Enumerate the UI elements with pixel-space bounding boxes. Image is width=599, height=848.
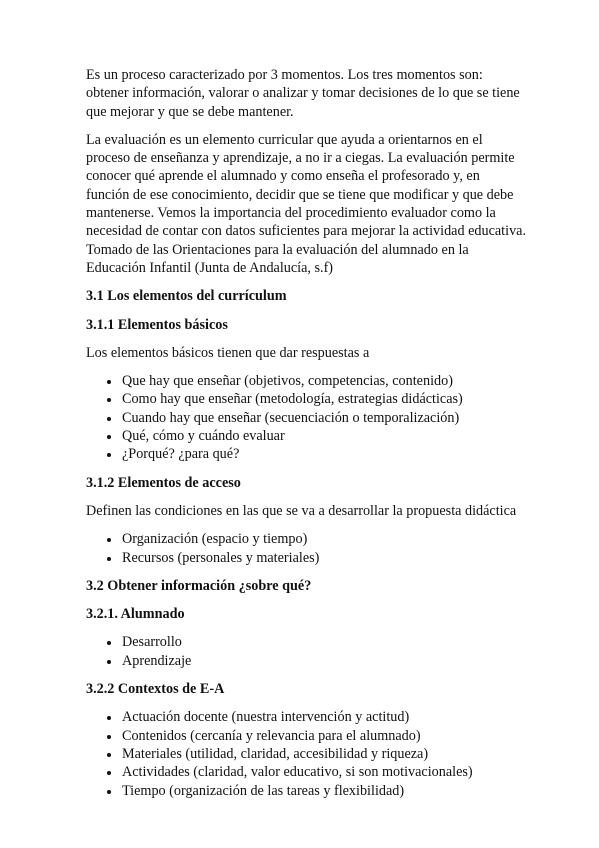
- list-item: • Que hay que enseñar (objetivos, competencias, contenido): [121, 372, 526, 390]
- list-item: • Materiales (utilidad, claridad, accesibilidad y riqueza): [121, 745, 526, 763]
- students-list: [86, 633, 526, 670]
- list-item: • Recursos (personales y materiales): [121, 549, 526, 567]
- list-item: • Contenidos (cercanía y relevancia para el alumnado): [121, 727, 526, 745]
- intro-paragraph: Es un proceso caracterizado por 3 momentos. Los tres momentos son: obtener información, valorar o analizar y tomar decisiones de lo que se tiene que mejorar y que se debe mantener.: [86, 67, 520, 120]
- page-content: [86, 66, 526, 810]
- section-heading-3-1: 3.1 Los elementos del currículum: [86, 288, 287, 305]
- list-item: • Cuando hay que enseñar (secuenciación o temporalización): [121, 409, 526, 427]
- list-item: • Actividades (claridad, valor educativo, si son motivacionales): [121, 763, 526, 781]
- section-heading-3-1-1: 3.1.1 Elementos básicos: [86, 316, 228, 333]
- access-elements-paragraph: Definen las condiciones en las que se va a desarrollar la propuesta didáctica: [86, 502, 517, 519]
- section-heading-3-1-2: 3.1.2 Elementos de acceso: [86, 474, 241, 491]
- list-item: • Actuación docente (nuestra intervención y actitud): [121, 708, 526, 726]
- list-item: • Organización (espacio y tiempo): [121, 530, 526, 548]
- list-item: • Aprendizaje: [121, 652, 526, 670]
- evaluation-paragraph: La evaluación es un elemento curricular que ayuda a orientarnos en el proceso de enseñanza y aprendizaje, a no ir a ciegas. La evaluación permite conocer qué aprende el alumnado y como enseña el profesorado y, en función de ese conocimiento, decidir que se tiene que modificar y que debe mantenerse. Vemos la importancia del procedimiento evaluador como la necesidad de contar con datos suficientes para mejorar la actividad educativa. Tomado de las Orientaciones para la evaluación del alumnado en la Educación Infantil (Junta de Andalucía, s.f): [86, 131, 527, 276]
- contexts-list: [86, 708, 526, 799]
- access-elements-list: [86, 530, 526, 567]
- list-item: • Qué, cómo y cuándo evaluar: [121, 427, 526, 445]
- basic-elements-list: [86, 372, 526, 463]
- list-item: • Desarrollo: [121, 633, 526, 651]
- list-item: • ¿Porqué? ¿para qué?: [121, 445, 526, 463]
- section-heading-3-2-2: 3.2.2 Contextos de E-A: [86, 681, 225, 698]
- basic-elements-paragraph: Los elementos básicos tienen que dar respuestas a: [86, 344, 370, 361]
- section-heading-3-2-1: 3.2.1. Alumnado: [86, 606, 185, 623]
- list-item: • Como hay que enseñar (metodología, estrategias didácticas): [121, 390, 526, 408]
- section-heading-3-2: 3.2 Obtener información ¿sobre qué?: [86, 577, 312, 594]
- list-item: • Tiempo (organización de las tareas y flexibilidad): [121, 782, 526, 800]
